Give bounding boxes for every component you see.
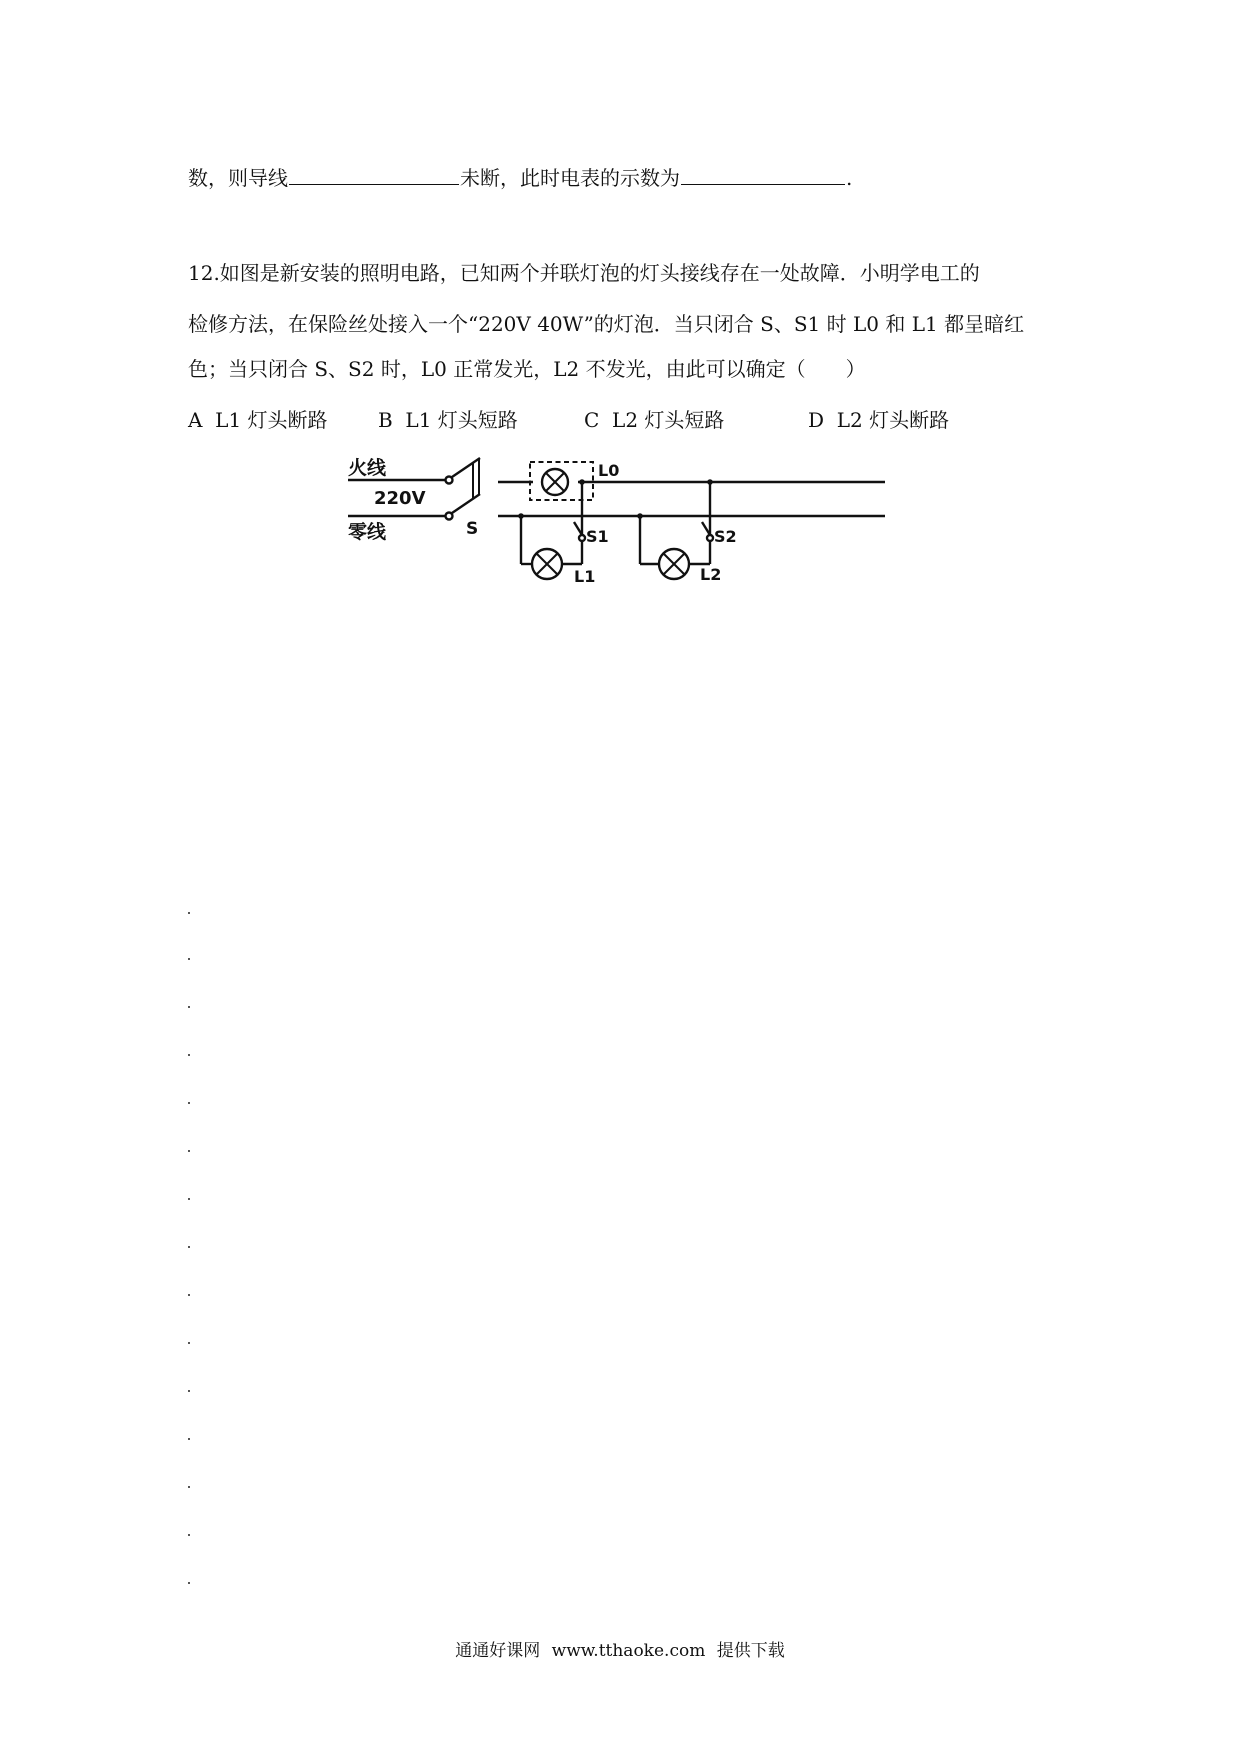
margin-dot (188, 1150, 190, 1152)
option-letter: B (378, 408, 393, 432)
tail-text-2: 未断，此时电表的示数为 (460, 166, 680, 190)
switch-s-contact-top (446, 477, 453, 484)
switch-s1-blade (574, 522, 582, 535)
option-text: L2 灯头断路 (836, 408, 950, 432)
margin-dot (188, 1102, 190, 1104)
margin-dot (188, 1390, 190, 1392)
junction-dot-2 (518, 513, 524, 519)
margin-dot (188, 1006, 190, 1008)
tail-text-3: . (846, 166, 853, 190)
option-d[interactable] (808, 410, 949, 430)
switch-s-blade-bottom (452, 494, 480, 513)
margin-dot (188, 1054, 190, 1056)
option-letter: D (808, 408, 825, 432)
label-neutral-wire: 零线 (348, 521, 387, 543)
margin-dot (188, 912, 190, 914)
switch-s-contact-bottom (446, 513, 453, 520)
tail-text-1: 数，则导线 (188, 166, 288, 190)
question12-line2: 检修方法，在保险丝处接入一个“220V 40W”的灯泡．当只闭合 S、S1 时 L0 和 L1 都呈暗红 (188, 312, 1025, 336)
label-switch-s1: S1 (586, 527, 609, 546)
label-voltage: 220V (374, 488, 426, 509)
option-text: L1 灯头断路 (215, 408, 328, 432)
junction-dot-3 (707, 479, 713, 485)
option-b[interactable] (378, 410, 518, 430)
circuit-diagram (340, 450, 900, 590)
previous-question-tail (188, 166, 852, 188)
option-text: L2 灯头短路 (612, 408, 725, 432)
option-letter: A (188, 408, 203, 432)
junction-dot-1 (579, 479, 585, 485)
page-footer (0, 1636, 1240, 1661)
question12-line3: 色；当只闭合 S、S2 时，L0 正常发光，L2 不发光，由此可以确定（ ） (188, 357, 866, 381)
margin-dot (188, 1246, 190, 1248)
question12-line1: 12.如图是新安装的照明电路，已知两个并联灯泡的灯头接线存在一处故障．小明学电工的 (188, 261, 980, 285)
junction-dot-4 (637, 513, 643, 519)
answer-blank-1[interactable] (289, 166, 459, 185)
margin-dot (188, 1534, 190, 1536)
label-live-wire: 火线 (348, 457, 387, 479)
margin-dot (188, 1342, 190, 1344)
option-letter: C (584, 408, 600, 432)
margin-dot (188, 958, 190, 960)
margin-dot (188, 1294, 190, 1296)
option-c[interactable] (584, 410, 724, 430)
margin-dot (188, 1582, 190, 1584)
label-lamp-l0: L0 (598, 461, 620, 480)
answer-blank-2[interactable] (681, 166, 845, 185)
option-text: L1 灯头短路 (405, 408, 518, 432)
footer-url[interactable]: www.tthaoke.com (551, 1641, 706, 1661)
margin-dot (188, 1486, 190, 1488)
option-a[interactable] (188, 410, 328, 430)
label-switch-s2: S2 (714, 527, 737, 546)
switch-s-blade-top (452, 458, 480, 477)
footer-suffix: 提供下载 (716, 1641, 785, 1661)
label-switch-s: S (466, 519, 479, 539)
label-lamp-l1: L1 (574, 567, 596, 586)
margin-dot (188, 1438, 190, 1440)
footer-site-name: 通通好课网 (455, 1641, 541, 1661)
label-lamp-l2: L2 (700, 565, 722, 584)
switch-s2-contact (707, 535, 713, 541)
margin-dot (188, 1198, 190, 1200)
switch-s1-contact (579, 535, 585, 541)
